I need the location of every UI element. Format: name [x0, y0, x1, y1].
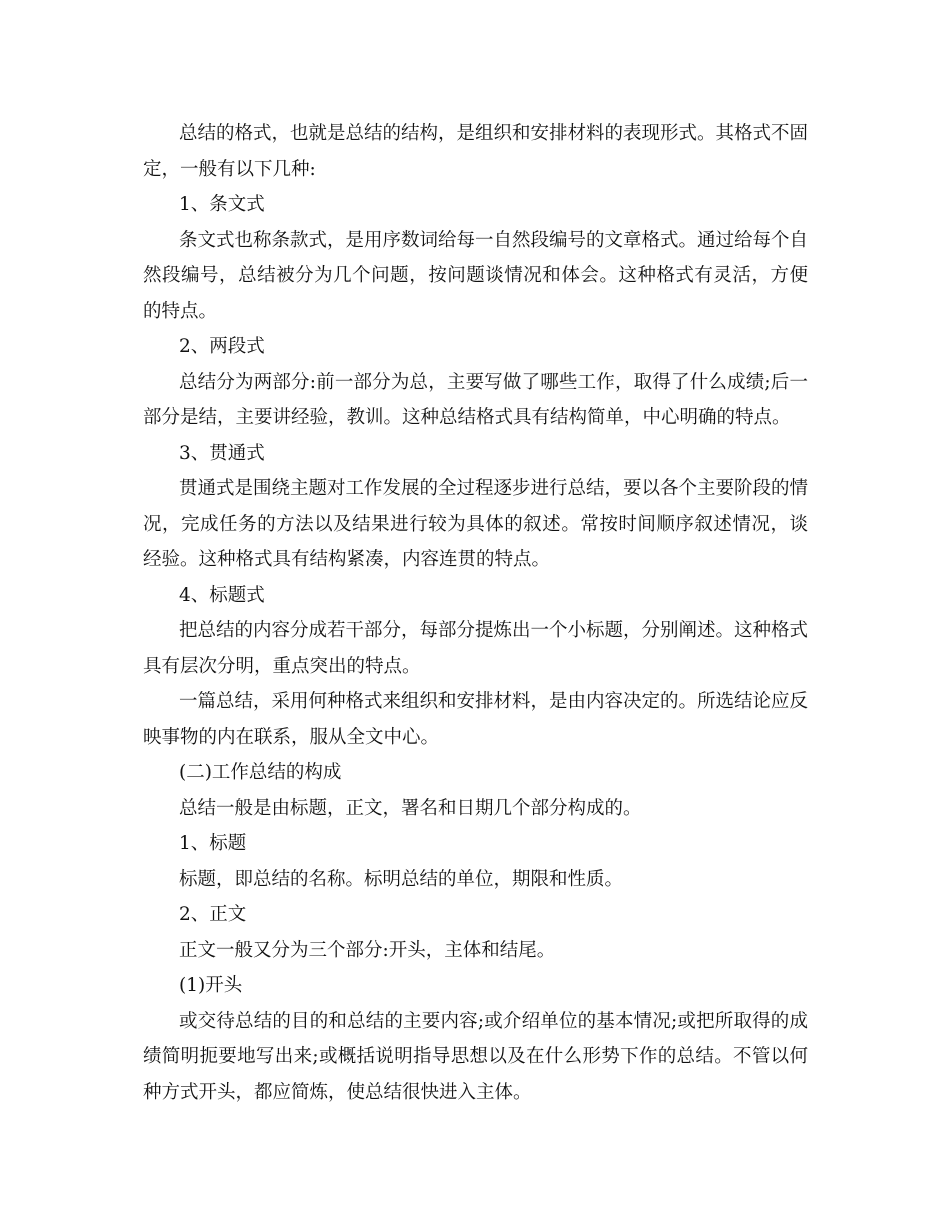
paragraph-main-text: 正文一般又分为三个部分:开头，主体和结尾。	[179, 939, 556, 961]
heading-title-style: 4、标题式	[179, 584, 265, 606]
paragraph-format-intro: 总结的格式，也就是总结的结构，是组织和安排材料的表现形式。其格式不固定，一般有以下几种:	[143, 123, 809, 180]
heading-two-part-style: 2、两段式	[179, 336, 265, 357]
paragraph-format-choice: 一篇总结，采用何种格式来组织和安排材料，是由内容决定的。所选结论应反映事物的内在联系，服从全文中心。	[143, 691, 809, 748]
heading-clause-style: 1、条文式	[179, 194, 265, 215]
paragraph-continuous-style: 贯通式是围绕主题对工作发展的全过程逐步进行总结，要以各个主要阶段的情况，完成任务的方法以及结果进行较为具体的叙述。常按时间顺序叙述情况，谈经验。这种格式具有结构紧凑，内容连贯的特点。	[143, 478, 809, 570]
heading-title: 1、标题	[179, 833, 247, 854]
paragraph-title-style: 把总结的内容分成若干部分，每部分提炼出一个小标题，分别阐述。这种格式具有层次分明，重点突出的特点。	[143, 620, 809, 677]
heading-opening: (1)开头	[179, 975, 243, 996]
heading-main-text: 2、正文	[179, 904, 247, 925]
paragraph-title: 标题，即总结的名称。标明总结的单位，期限和性质。	[179, 868, 624, 890]
heading-continuous-style: 3、贯通式	[179, 442, 265, 464]
paragraph-summary-composition: 总结一般是由标题，正文，署名和日期几个部分构成的。	[179, 797, 642, 819]
document-body	[143, 116, 808, 1110]
heading-summary-composition: (二)工作总结的构成	[179, 762, 342, 783]
paragraph-opening: 或交待总结的目的和总结的主要内容;或介绍单位的基本情况;或把所取得的成绩简明扼要地写出来;或概括说明指导思想以及在什么形势下作的总结。不管以何种方式开头，都应简炼，使总结很快进入主体。	[143, 1010, 808, 1103]
paragraph-two-part-style: 总结分为两部分:前一部分为总，主要写做了哪些工作，取得了什么成绩;后一部分是结，主要讲经验，教训。这种总结格式具有结构简单，中心明确的特点。	[143, 371, 808, 428]
paragraph-clause-style: 条文式也称条款式，是用序数词给每一自然段编号的文章格式。通过给每个自然段编号，总结被分为几个问题，按问题谈情况和体会。这种格式有灵活，方便的特点。	[143, 229, 809, 322]
